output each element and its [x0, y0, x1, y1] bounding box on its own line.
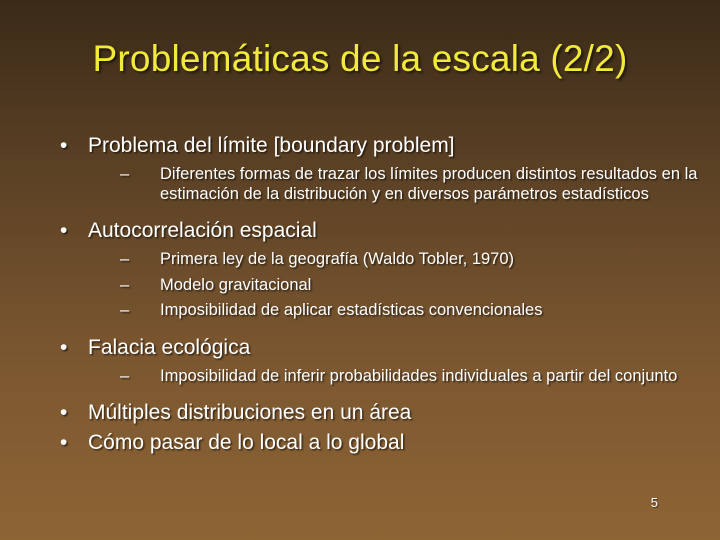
bullet-marker: •: [60, 134, 68, 157]
sub-bullet-item: [120, 301, 700, 321]
bullet-marker: •: [60, 335, 68, 359]
bullet-marker: •: [60, 219, 68, 242]
sub-bullet-list: [120, 367, 700, 387]
sub-bullet-list: [120, 250, 700, 321]
sub-bullet-item: [120, 367, 700, 387]
sub-bullet-text: Diferentes formas de trazar los límites producen distintos resultados en la estimación de la distribución y en diversos parámetros estadísticos: [160, 165, 698, 203]
sub-bullet-list: [120, 165, 700, 204]
sub-bullet-text: Imposibilidad de aplicar estadísticas convencionales: [160, 301, 543, 319]
dash-marker: –: [120, 301, 130, 319]
dash-marker: –: [120, 366, 130, 385]
dash-marker: –: [120, 250, 130, 268]
sub-bullet-text: Modelo gravitacional: [160, 275, 312, 294]
dash-marker: –: [120, 165, 130, 183]
bullet-item: [60, 430, 700, 456]
bullet-list: [60, 133, 700, 456]
dash-marker: –: [120, 275, 130, 294]
bullet-item: [60, 335, 700, 361]
sub-bullet-text: Primera ley de la geografía (Waldo Tobler, 1970): [160, 250, 515, 268]
sub-bullet-item: [120, 165, 700, 204]
bullet-text: Problema del límite [boundary problem]: [88, 134, 455, 157]
bullet-item: [60, 133, 700, 159]
sub-bullet-text: Imposibilidad de inferir probabilidades individuales a partir del conjunto: [160, 366, 678, 385]
bullet-item: [60, 218, 700, 244]
bullet-marker: •: [60, 431, 68, 454]
bullet-text: Falacia ecológica: [88, 335, 251, 359]
slide-title: Problemáticas de la escala (2/2): [92, 38, 628, 79]
bullet-marker: •: [60, 401, 68, 424]
sub-bullet-item: [120, 276, 700, 296]
bullet-item: [60, 400, 700, 426]
sub-bullet-item: [120, 250, 700, 270]
bullet-text: Múltiples distribuciones en un área: [88, 401, 412, 424]
bullet-text: Cómo pasar de lo local a lo global: [88, 431, 405, 454]
slide-number: 5: [650, 495, 658, 510]
bullet-text: Autocorrelación espacial: [88, 219, 317, 242]
